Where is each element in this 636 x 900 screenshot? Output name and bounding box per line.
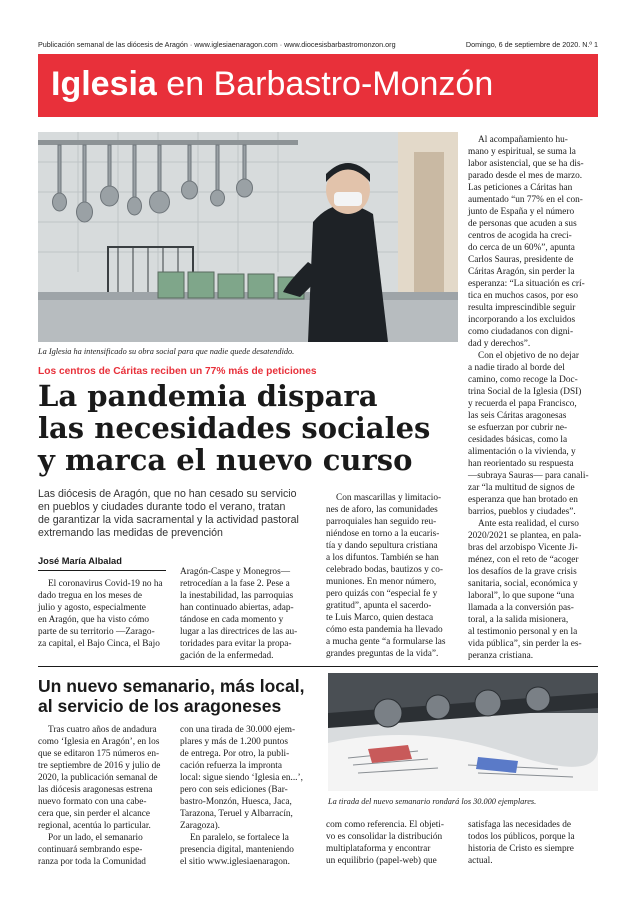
text-line: con una tirada de 30.000 ejem-	[180, 725, 296, 735]
text-line: y recuerda el papa Francisco,	[468, 399, 577, 409]
headline-line: y marca el nuevo curso	[38, 443, 413, 477]
text-line: cera que, sin perder el alcance	[38, 809, 151, 819]
deck-line: en pueblos y ciudades durante todo el verano, tratan	[38, 501, 286, 513]
text-line: muniones. En menor número,	[326, 577, 437, 587]
text-line: de entrega. Por otro, la publi-	[180, 749, 290, 759]
text-line: como ‘Iglesia en Aragón’, en los	[38, 737, 160, 747]
text-line: Con el objetivo de no dejar	[478, 351, 579, 361]
masthead-title	[51, 64, 493, 104]
text-line: Ante esta realidad, el curso	[478, 519, 579, 529]
text-line: nes de aforo, las comunidades	[326, 505, 438, 515]
text-line: Tras cuatro años de andadura	[48, 725, 157, 735]
kitchen-volunteer-photo-icon	[38, 132, 458, 342]
secondary-headline	[38, 676, 304, 716]
text-line: Por un lado, el semanario	[48, 833, 143, 843]
text-line: parroquiales han seguido reu-	[326, 517, 437, 527]
text-line: parado desde el mes de marzo.	[468, 171, 583, 181]
text-line: gación de la enfermedad.	[180, 651, 274, 661]
text-line: plares y más de 1.200 puntos	[180, 737, 288, 747]
deck-line: extremando las medidas de prevención	[38, 527, 223, 539]
text-line: tre septiembre de 2016 y julio de	[38, 761, 161, 771]
text-line: cómo esta pandemia ha llevado	[326, 625, 443, 635]
text-line: junto de España y el número	[468, 207, 575, 217]
printing-press-photo-icon	[328, 673, 598, 791]
text-line: grandes preguntas de la vida”.	[326, 649, 439, 659]
article-column-2	[180, 566, 297, 662]
text-line: de personas que acuden a sus	[468, 219, 577, 229]
text-line: Las peticiones a Cáritas han	[468, 183, 573, 193]
deck-line: Las diócesis de Aragón, que no han cesado su servicio	[38, 488, 297, 500]
text-line: satisfaga las necesidades de	[468, 820, 571, 830]
deck-line: de garantizar la vida sacramental y la actividad pastoral	[38, 514, 299, 526]
secondary-column-3	[326, 819, 444, 867]
masthead	[38, 54, 598, 117]
text-line: bastro-Monzón, Huesca, Jaca,	[180, 797, 292, 807]
text-line: cación refuerza la impronta	[180, 761, 282, 771]
text-line: actual.	[468, 856, 493, 866]
headline-line: las necesidades sociales	[38, 411, 431, 445]
text-line: camino, como recoge la Doc-	[468, 375, 578, 385]
issue-date: Domingo, 6 de septiembre de 2020. N.º 1	[465, 40, 598, 49]
text-line: en Aragón, que ha visto cómo	[38, 615, 150, 625]
text-line: toridades para evitar la propa-	[180, 639, 292, 649]
masthead-title-bold: Iglesia	[51, 65, 157, 103]
text-line: tía y dando sepultura cristiana	[326, 541, 438, 551]
text-line: mano y espiritual, se suma la	[468, 147, 576, 157]
text-line: zar “la multitud de signos de	[468, 483, 575, 493]
text-line: vo es consolidar la distribución	[326, 832, 443, 842]
text-line: Cáritas Aragón, sin perder la	[468, 267, 575, 277]
text-line: las seis Cáritas aragonesas	[468, 411, 567, 421]
text-line: se esfuerzan por cubrir ne-	[468, 423, 568, 433]
text-line: 2020/2021 se plantea, en pala-	[468, 531, 582, 541]
secondary-headline-line: al servicio de los aragoneses	[38, 696, 282, 716]
text-line: a mucha gente “a formularse las	[326, 637, 446, 647]
masthead-title-light: en Barbastro-Monzón	[156, 65, 494, 103]
text-line: za capital, el Bajo Cinca, el Bajo	[38, 639, 160, 649]
text-line: sanitaria, social, económica y	[468, 579, 578, 589]
article-column-3	[326, 492, 446, 660]
text-line: local: sigue siendo ‘Iglesia en...’,	[180, 773, 303, 783]
text-line: la inestabilidad, las parroquias	[180, 591, 294, 601]
printing-press-photo	[328, 673, 598, 791]
text-line: celebrado bodas, bautizos y co-	[326, 565, 443, 575]
text-line: laboral”, lo que supone “una	[468, 591, 575, 601]
text-line: gratitud”, apunta el sacerdo-	[326, 601, 432, 611]
publication-info-bar	[38, 40, 598, 52]
text-line: alimentación o la vivienda, y	[468, 447, 576, 457]
text-line: como ciudadanos con digni-	[468, 327, 574, 337]
publication-description: Publicación semanal de las diócesis de Aragón · www.iglesiaenaragon.com · www.diocesisbarbastromonzon.org	[38, 40, 396, 49]
text-line: esperanza que han brotado en	[468, 495, 578, 505]
text-line: bras del arzobispo Vicente Ji-	[468, 543, 578, 553]
text-line: Aragón-Caspe y Monegros—	[180, 567, 290, 577]
text-line: parte de su territorio —Zarago-	[38, 627, 155, 637]
text-line: multiplataforma y encontrar	[326, 844, 431, 854]
text-line: el sitio www.iglesiaenaragon.	[180, 857, 290, 867]
text-line: tándose en cada momento y	[180, 615, 284, 625]
text-line: retrocedían a la fase 2. Pese a	[180, 579, 290, 589]
headline-line: La pandemia dispara	[38, 379, 378, 413]
text-line: Tarazona, Teruel y Albarracín,	[180, 809, 293, 819]
text-line: barrios, pueblos y ciudades”.	[468, 507, 576, 517]
kitchen-volunteer-photo	[38, 132, 458, 342]
text-line: presencia digital, manteniendo	[180, 845, 294, 855]
text-line: 2020, la publicación semanal de	[38, 773, 158, 783]
text-line: han continuado abiertas, adap-	[180, 603, 294, 613]
secondary-column-2	[180, 724, 303, 868]
text-line: que se editaron 175 números en-	[38, 749, 160, 759]
text-line: ménez, con el reto de “acoger	[468, 555, 579, 565]
secondary-column-4	[468, 819, 575, 867]
text-line: vida pública”, sin perder la es-	[468, 639, 582, 649]
text-line: centros de acogida ha creci-	[468, 231, 572, 241]
text-line: tica en muchos casos, por eso	[468, 291, 578, 301]
text-line: lugar a las directrices de las au-	[180, 627, 298, 637]
secondary-headline-line: Un nuevo semanario, más local,	[38, 676, 305, 696]
text-line: resulta imprescindible seguir	[468, 303, 576, 313]
text-line: a nadie tirado al borde del	[468, 363, 565, 373]
text-line: En paralelo, se fortalece la	[190, 833, 289, 843]
article-headline	[38, 380, 458, 476]
text-line: ranza por toda la Comunidad	[38, 857, 146, 867]
text-line: regional, acentúa lo particular.	[38, 821, 151, 831]
text-line: esperanza: “La situación es crí-	[468, 279, 585, 289]
text-line: pero quizás con “especial fe y	[326, 589, 438, 599]
text-line: dad y derechos”.	[468, 339, 531, 349]
text-line: aumentado “un 77% en el con-	[468, 195, 583, 205]
text-line: do cerca de un 60%”, apunta	[468, 243, 575, 253]
text-line: al testimonio personal y en la	[468, 627, 578, 637]
text-line: El coronavirus Covid-19 no ha	[48, 579, 163, 589]
photo-caption: La Iglesia ha intensificado su obra social para que nadie quede desatendido.	[38, 347, 295, 356]
text-line: continuará sembrando espe-	[38, 845, 143, 855]
text-line: niéndose en torno a la eucaris-	[326, 529, 440, 539]
secondary-column-1	[38, 724, 160, 868]
text-line: cesidades básicas, como la	[468, 435, 568, 445]
text-line: nuevo formato con una cabe-	[38, 797, 147, 807]
text-line: historia de Cristo es siempre	[468, 844, 574, 854]
text-line: toral, a la salida misionera,	[468, 615, 569, 625]
text-line: todos los públicos, porque la	[468, 832, 575, 842]
photo-caption: La tirada del nuevo semanario rondará los 30.000 ejemplares.	[328, 797, 537, 806]
text-line: com como referencia. El objeti-	[326, 820, 444, 830]
text-line: —subraya Sauras— para canali-	[468, 471, 589, 481]
text-line: las diócesis aragonesas estrena	[38, 785, 153, 795]
text-line: llamada a la conversión pas-	[468, 603, 574, 613]
section-divider	[38, 666, 598, 667]
article-column-4	[468, 134, 589, 662]
text-line: Carlos Sauras, presidente de	[468, 255, 574, 265]
text-line: Con mascarillas y limitacio-	[336, 493, 442, 503]
byline-divider	[38, 570, 166, 571]
article-byline: José María Albalad	[38, 556, 122, 566]
text-line: peranza cristiana.	[468, 651, 534, 661]
article-kicker: Los centros de Cáritas reciben un 77% más de peticiones	[38, 366, 317, 377]
text-line: te Luis Marco, quien destaca	[326, 613, 434, 623]
text-line: Zaragoza).	[180, 821, 220, 831]
text-line: un equilibrio (papel-web) que	[326, 856, 437, 866]
text-line: han reorientado su respuesta	[468, 459, 574, 469]
text-line: julio y agosto, especialmente	[38, 603, 146, 613]
article-column-1	[38, 578, 163, 650]
text-line: pero con seis ediciones (Bar-	[180, 785, 288, 795]
text-line: Al acompañamiento hu-	[478, 135, 568, 145]
text-line: dado tregua en los meses de	[38, 591, 143, 601]
article-deck	[38, 488, 318, 540]
text-line: trina Social de la Iglesia (DSI)	[468, 387, 582, 397]
text-line: los desafíos de la grave crisis	[468, 567, 577, 577]
text-line: a los difuntos. También se han	[326, 553, 439, 563]
text-line: labor asistencial, que se ha dis-	[468, 159, 584, 169]
text-line: incorporando a los excluidos	[468, 315, 576, 325]
